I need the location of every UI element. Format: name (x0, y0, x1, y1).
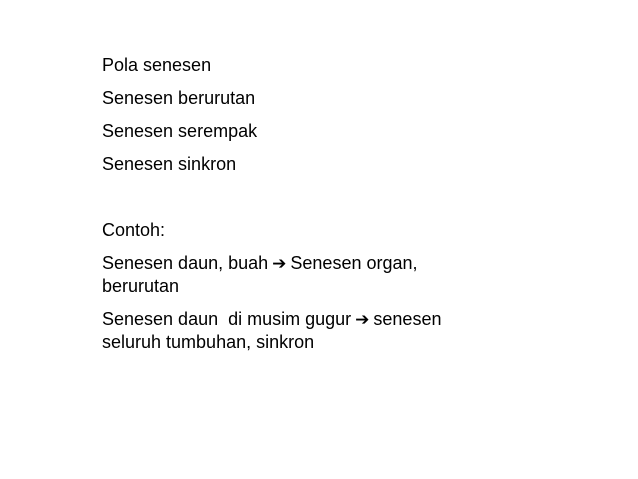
slide-content (102, 54, 602, 364)
example-1-after: Senesen organ, (290, 253, 418, 273)
example-heading: Contoh: (102, 220, 166, 240)
right-arrow-icon: ➔ (272, 254, 287, 274)
example-1-first-line (102, 252, 602, 275)
spacer (102, 186, 602, 219)
example-1-before: Senesen daun, buah (102, 253, 269, 273)
example-paragraph-1 (102, 252, 602, 297)
example-2-first-line (102, 308, 602, 331)
example-2-after: senesen (373, 309, 442, 329)
example-2-before: Senesen daun di musim gugur (102, 309, 352, 329)
text-line-pola-senesen: Pola senesen (102, 55, 212, 75)
example-paragraph-2 (102, 308, 602, 353)
text-line-senesen-serempak: Senesen serempak (102, 121, 258, 141)
example-2-second-line: seluruh tumbuhan, sinkron (102, 332, 315, 352)
text-line-senesen-berurutan: Senesen berurutan (102, 88, 256, 108)
example-1-second-line: berurutan (102, 276, 180, 296)
right-arrow-icon: ➔ (355, 310, 370, 330)
text-line-senesen-sinkron: Senesen sinkron (102, 154, 237, 174)
